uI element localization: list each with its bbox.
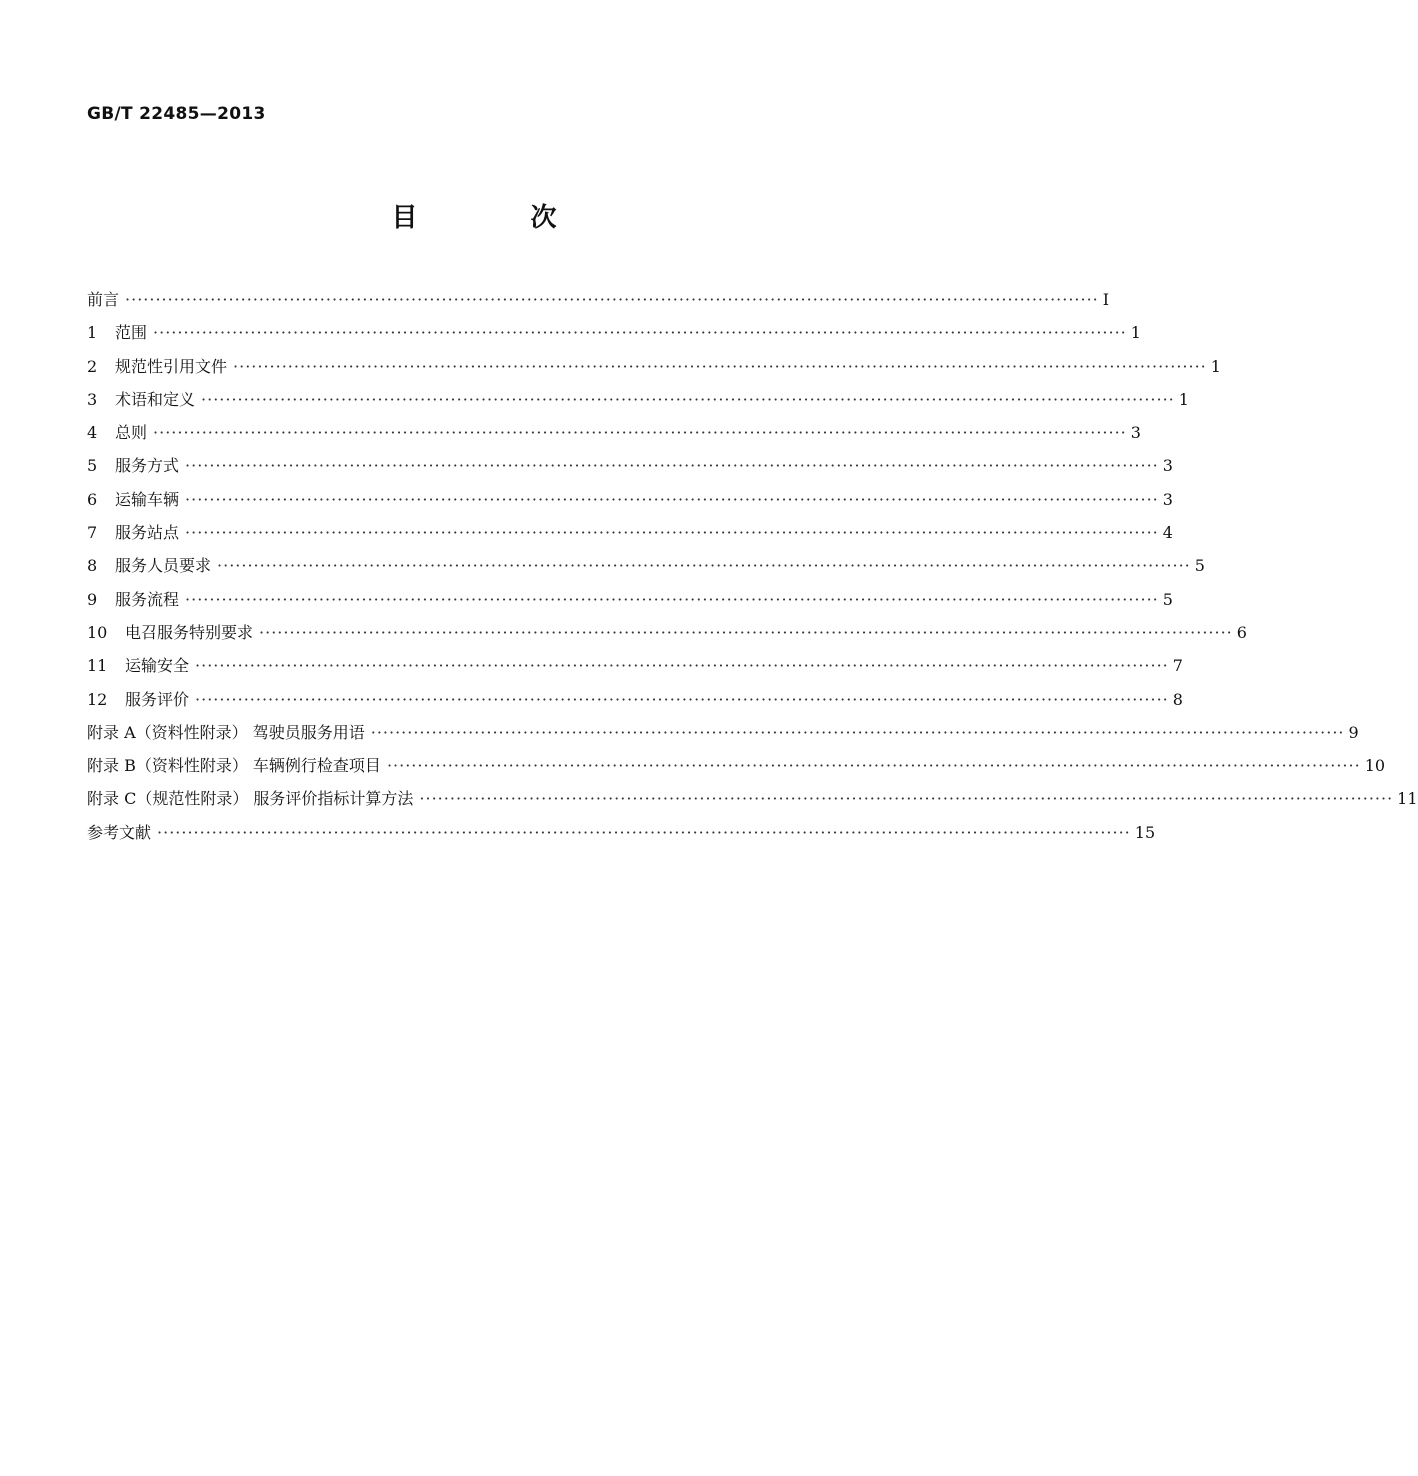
toc-entry-page: 1 xyxy=(1130,323,1141,343)
toc-entry-number: 7 xyxy=(87,523,98,543)
toc-entry-label: 服务人员要求 xyxy=(115,556,212,576)
toc-entry-number: 2 xyxy=(87,356,98,376)
toc-entry-page: 11 xyxy=(1397,789,1418,809)
toc-leader-dots xyxy=(233,357,1207,376)
toc-entry-page: I xyxy=(1102,290,1110,309)
toc-entry-page: 3 xyxy=(1162,489,1173,509)
toc-leader-dots xyxy=(185,523,1159,542)
toc-entry-page: 3 xyxy=(1162,456,1173,476)
toc-leader-dots xyxy=(157,823,1131,842)
toc-leader-dots xyxy=(195,690,1169,709)
toc-entry-1[interactable] xyxy=(87,320,1141,353)
toc-entry-number: 4 xyxy=(87,423,98,443)
toc-entry-page: 1 xyxy=(1178,389,1189,409)
toc-entry-page: 3 xyxy=(1130,423,1141,443)
toc-leader-dots xyxy=(153,323,1127,342)
toc-leader-dots xyxy=(185,590,1159,609)
toc-entry-page: 15 xyxy=(1134,822,1156,842)
toc-entry-page: 5 xyxy=(1194,556,1205,576)
toc-entry-page: 10 xyxy=(1364,756,1386,776)
toc-entry-number: 9 xyxy=(87,589,98,609)
toc-leader-dots xyxy=(195,656,1169,675)
toc-entry-2[interactable] xyxy=(87,354,1221,387)
toc-entry-number: 6 xyxy=(87,489,98,509)
toc-entry-label: 运输安全 xyxy=(125,656,190,676)
toc-entry-number: 5 xyxy=(87,456,98,476)
toc-entry-page: 9 xyxy=(1348,722,1359,742)
toc-entry-number: 8 xyxy=(87,556,98,576)
toc-entry-11[interactable] xyxy=(87,653,1183,686)
toc-entry-9[interactable] xyxy=(87,587,1173,620)
toc-leader-dots xyxy=(217,556,1191,575)
toc-entry-6[interactable] xyxy=(87,487,1173,520)
toc-entry-label: 术语和定义 xyxy=(115,389,196,409)
toc-entry-appendix-b[interactable] xyxy=(87,753,1386,786)
toc-entry-page: 6 xyxy=(1236,622,1247,642)
toc-entry-8[interactable] xyxy=(87,553,1205,586)
toc-entry-page: 4 xyxy=(1162,523,1173,543)
toc-leader-dots xyxy=(153,423,1127,442)
toc-entry-number: 11 xyxy=(87,656,108,676)
toc-entry-page: 1 xyxy=(1210,356,1221,376)
toc-entry-page: 7 xyxy=(1172,656,1183,676)
table-of-contents xyxy=(87,287,1418,853)
toc-entry-appendix-c[interactable] xyxy=(87,786,1418,819)
toc-entry-5[interactable] xyxy=(87,453,1173,486)
toc-entry-label: 规范性引用文件 xyxy=(115,356,228,376)
toc-entry-number: 12 xyxy=(87,689,108,709)
toc-entry-label: 附录 C（规范性附录） 服务评价指标计算方法 xyxy=(87,789,414,809)
toc-entry-page: 8 xyxy=(1172,689,1183,709)
toc-entry-label: 范围 xyxy=(115,323,148,343)
toc-entry-page: 5 xyxy=(1162,589,1173,609)
toc-title: 目 次 xyxy=(391,203,609,233)
toc-entry-label: 总则 xyxy=(115,423,148,443)
toc-entry-label: 运输车辆 xyxy=(115,489,180,509)
toc-leader-dots xyxy=(185,490,1159,509)
toc-entry-label: 参考文献 xyxy=(87,822,152,842)
toc-entry-label: 服务站点 xyxy=(115,523,180,543)
toc-entry-10[interactable] xyxy=(87,620,1247,653)
toc-leader-dots xyxy=(259,623,1233,642)
toc-leader-dots xyxy=(185,456,1159,475)
toc-entry-number: 3 xyxy=(87,389,98,409)
toc-entry-12[interactable] xyxy=(87,687,1183,720)
toc-entry-4[interactable] xyxy=(87,420,1141,453)
toc-leader-dots xyxy=(419,789,1393,808)
toc-entry-label: 电召服务特别要求 xyxy=(125,622,254,642)
toc-entry-number: 1 xyxy=(87,323,98,343)
document-code: GB/T 22485—2013 xyxy=(87,104,266,124)
toc-leader-dots xyxy=(125,290,1099,309)
toc-leader-dots xyxy=(201,390,1175,409)
toc-entry-appendix-a[interactable] xyxy=(87,720,1359,753)
toc-entry-references[interactable] xyxy=(87,820,1156,853)
toc-leader-dots xyxy=(371,723,1345,742)
toc-entry-label: 附录 A（资料性附录） 驾驶员服务用语 xyxy=(87,722,365,742)
toc-entry-7[interactable] xyxy=(87,520,1173,553)
toc-entry-3[interactable] xyxy=(87,387,1189,420)
toc-entry-label: 服务方式 xyxy=(115,456,180,476)
toc-entry-label: 服务流程 xyxy=(115,589,180,609)
toc-entry-number: 10 xyxy=(87,622,108,642)
toc-leader-dots xyxy=(387,756,1361,775)
toc-entry-label: 前言 xyxy=(87,290,120,309)
toc-entry-label: 附录 B（资料性附录） 车辆例行检查项目 xyxy=(87,756,381,776)
toc-entry-label: 服务评价 xyxy=(125,689,190,709)
toc-entry-foreword[interactable] xyxy=(87,287,1110,320)
